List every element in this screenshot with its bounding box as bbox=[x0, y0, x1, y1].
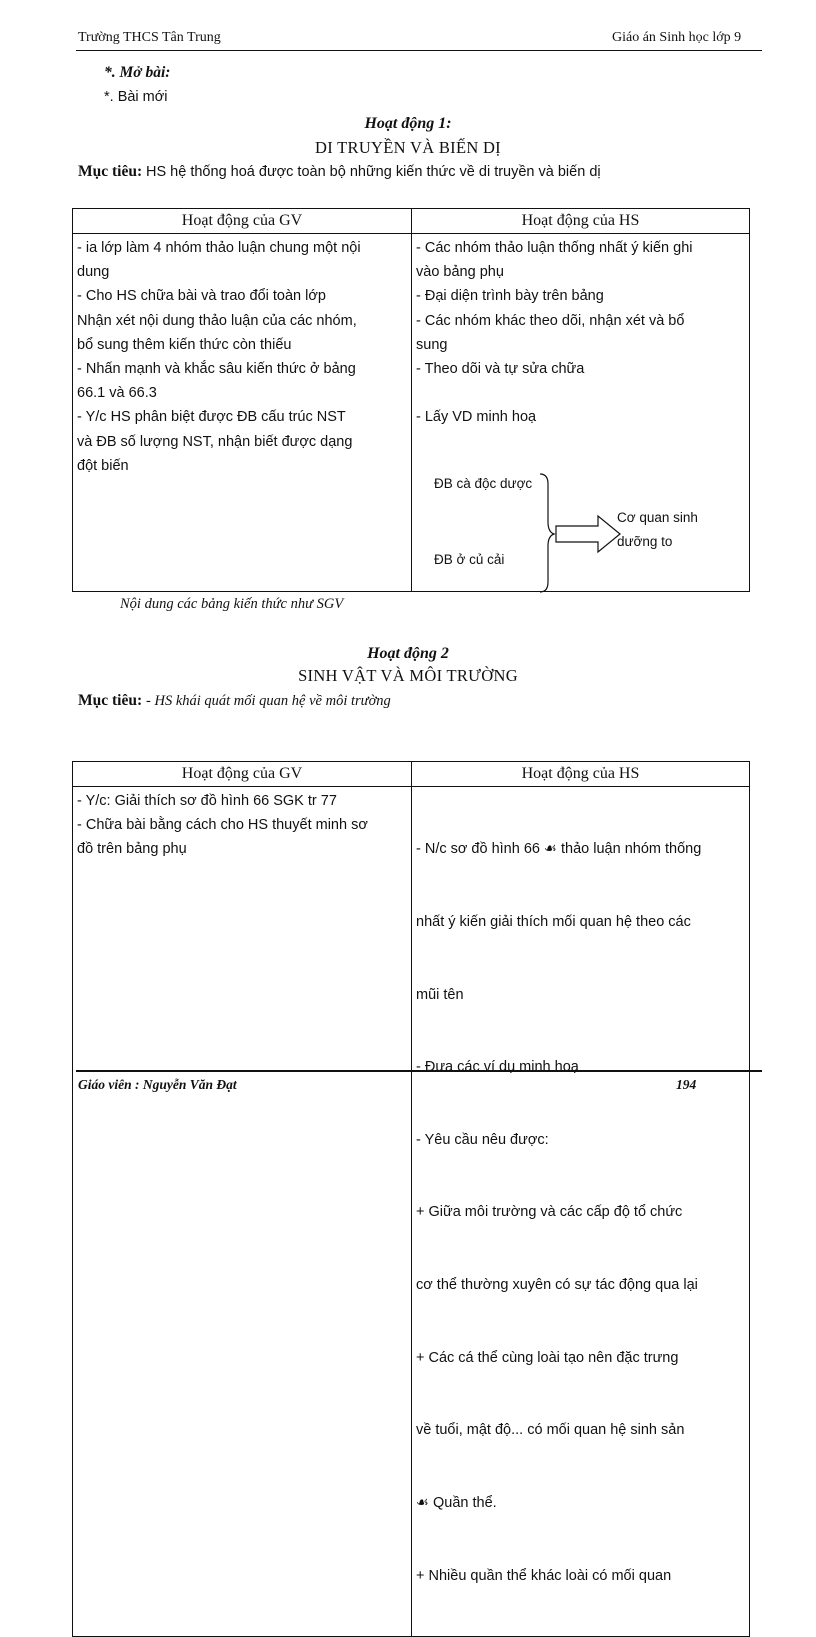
hs-line: - Các nhóm khác theo dõi, nhận xét và bổ bbox=[416, 312, 685, 329]
hs-cell bbox=[412, 787, 750, 1637]
col-hs-header: Hoạt động của HS bbox=[412, 762, 750, 787]
goal-label: Mục tiêu: bbox=[78, 163, 143, 180]
gv-cell bbox=[73, 787, 412, 1637]
gv-line: đột biến bbox=[77, 457, 129, 474]
hs-line: - Đại diện trình bày trên bảng bbox=[416, 288, 604, 305]
arrow-right-icon bbox=[556, 516, 620, 552]
header-school: Trường THCS Tân Trung bbox=[78, 30, 221, 45]
hs-line: ☙ Quần thể. bbox=[416, 1494, 497, 1511]
hs-line: cơ thể thường xuyên có sự tác động qua lại bbox=[416, 1277, 698, 1294]
hs-line: - Lấy VD minh hoạ bbox=[416, 409, 537, 426]
diagram-top-label: ĐB cà độc dược bbox=[434, 476, 533, 491]
gv-line: - Cho HS chữa bài và trao đổi toàn lớp bbox=[77, 288, 326, 305]
hs-line: nhất ý kiến giải thích mối quan hệ theo các bbox=[416, 914, 691, 931]
gv-line: - Chữa bài bằng cách cho HS thuyết minh sơ bbox=[77, 817, 368, 834]
goal-label: Mục tiêu: bbox=[78, 692, 143, 709]
activity1-goal bbox=[78, 163, 601, 181]
page-number: 194 bbox=[676, 1077, 697, 1092]
activity1-note: Nội dung các bảng kiến thức như SGV bbox=[120, 596, 344, 612]
activity1-label: Hoạt động 1: bbox=[364, 115, 452, 132]
hs-line: vào bảng phụ bbox=[416, 264, 504, 281]
hs-cell bbox=[412, 234, 750, 592]
gv-line: bổ sung thêm kiến thức còn thiếu bbox=[77, 336, 292, 353]
hs-line: - Các nhóm thảo luận thống nhất ý kiến ghi bbox=[416, 240, 693, 256]
activity1-title: DI TRUYỀN VÀ BIẾN DỊ bbox=[315, 138, 501, 157]
hs-line: + Các cá thể cùng loài tạo nên đặc trưng bbox=[416, 1349, 679, 1366]
footer-teacher bbox=[78, 1077, 237, 1093]
footer-rule bbox=[76, 1070, 762, 1072]
diagram-brace-arrow bbox=[532, 470, 642, 594]
teacher-name: Nguyễn Văn Đạt bbox=[142, 1077, 237, 1092]
diagram-result-2: dưỡng to bbox=[617, 534, 673, 549]
col-gv-header: Hoạt động của GV bbox=[73, 762, 412, 787]
hs-line: + Giữa môi trường và các cấp độ tổ chức bbox=[416, 1204, 683, 1221]
gv-line: - Nhấn mạnh và khắc sâu kiến thức ở bảng bbox=[77, 361, 356, 378]
hs-line: - Theo dõi và tự sửa chữa bbox=[416, 361, 585, 378]
mo-bai: *. Mở bài: bbox=[104, 64, 171, 81]
col-hs-header: Hoạt động của HS bbox=[412, 209, 750, 234]
diagram-bottom-label: ĐB ở củ cải bbox=[434, 552, 505, 567]
activity1-table bbox=[72, 208, 750, 592]
header-subject: Giáo án Sinh học lớp 9 bbox=[612, 30, 742, 45]
activity2-goal bbox=[78, 692, 391, 710]
hs-line: - Yêu cầu nêu được: bbox=[416, 1131, 549, 1148]
hs-line: - Đưa các ví dụ minh hoạ bbox=[416, 1059, 579, 1076]
goal-text: HS hệ thống hoá được toàn bộ những kiến thức về di truyền và biến dị bbox=[146, 164, 601, 180]
activity2-table bbox=[72, 761, 750, 1637]
gv-line: đồ trên bảng phụ bbox=[77, 841, 187, 858]
hs-line: về tuổi, mật độ... có mối quan hệ sinh sản bbox=[416, 1422, 685, 1439]
goal-text: - HS khái quát mối quan hệ về môi trường bbox=[146, 693, 391, 709]
gv-cell bbox=[73, 234, 412, 592]
gv-line: - Y/c HS phân biệt được ĐB cấu trúc NST bbox=[77, 409, 346, 426]
col-gv-header: Hoạt động của GV bbox=[73, 209, 412, 234]
brace-icon bbox=[540, 474, 554, 592]
gv-line: 66.1 và 66.3 bbox=[77, 385, 157, 402]
gv-line: dung bbox=[77, 264, 110, 281]
hs-line: mũi tên bbox=[416, 986, 464, 1003]
hs-line: + Nhiều quần thể khác loài có mối quan bbox=[416, 1567, 672, 1584]
bai-moi: *. Bài mới bbox=[104, 89, 168, 105]
gv-line: và ĐB số lượng NST, nhận biết được dạng bbox=[77, 433, 353, 450]
gv-line: - Y/c: Giải thích sơ đồ hình 66 SGK tr 77 bbox=[77, 793, 337, 809]
hs-line bbox=[416, 381, 745, 405]
hs-line: sung bbox=[416, 336, 448, 353]
gv-line: Nhận xét nội dung thảo luận của các nhóm, bbox=[77, 312, 357, 329]
hs-line: - N/c sơ đồ hình 66 ☙ thảo luận nhóm thống bbox=[416, 841, 702, 858]
header-rule bbox=[76, 50, 762, 51]
gv-line: - ia lớp làm 4 nhóm thảo luận chung một nội bbox=[77, 240, 361, 256]
diagram-result-1: Cơ quan sinh bbox=[617, 510, 698, 525]
activity2-title: SINH VẬT VÀ MÔI TRƯỜNG bbox=[298, 666, 518, 685]
teacher-label: Giáo viên : bbox=[78, 1077, 140, 1092]
activity2-label: Hoạt động 2 bbox=[367, 645, 449, 662]
